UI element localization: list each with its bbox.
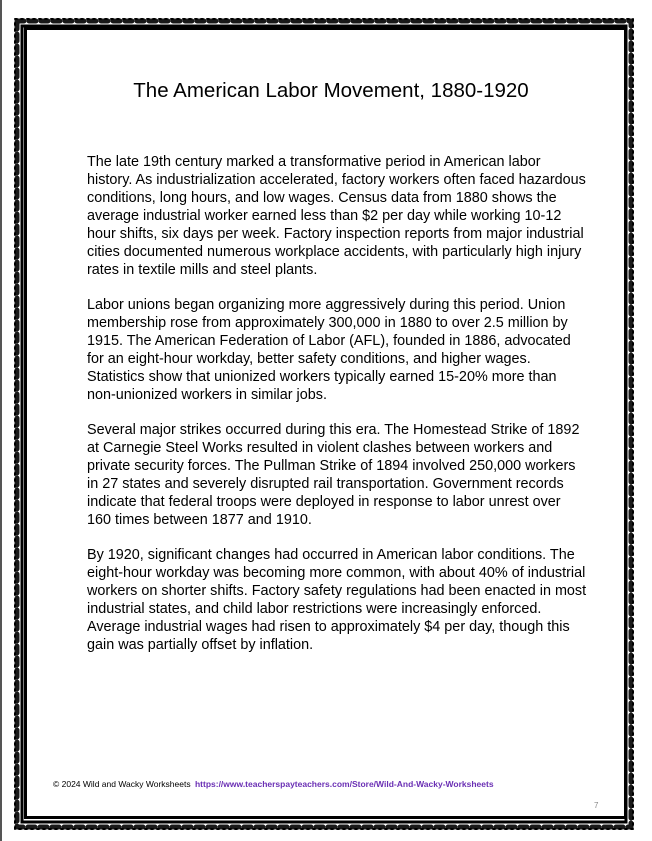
page-edge-line — [0, 0, 2, 841]
page-number: 7 — [594, 801, 599, 810]
document-body — [87, 153, 587, 671]
footer-store-link[interactable]: https://www.teacherspayteachers.com/Store/Wild-And-Wacky-Worksheets — [194, 779, 494, 789]
document-title: The American Labor Movement, 1880-1920 — [133, 79, 529, 102]
paragraph-3: Several major strikes occurred during this era. The Homestead Strike of 1892 at Carnegie Steel Works resulted in violent clashes between workers and private security forces. The Pullman Strike of 1894 involved 250,000 workers in 27 states and severely disrupted rail transportation. Government records indicate that federal troops were deployed in response to labor unrest over 160 times between 1877 and 1910. — [87, 422, 580, 528]
footer — [53, 778, 494, 790]
paragraph-1: The late 19th century marked a transformative period in American labor history. As industrialization accelerated, factory workers often faced hazardous conditions, long hours, and low wages. Census data from 1880 shows the average industrial worker earned less than $2 per day while working 10-12 hour shifts, six days per week. Factory inspection reports from major industrial cities documented numerous workplace accidents, with particularly high injury rates in textile mills and steel plants. — [87, 154, 586, 278]
paragraph-2: Labor unions began organizing more aggressively during this period. Union membership rose from approximately 300,000 in 1880 to over 2.5 million by 1915. The American Federation of Labor (AFL), founded in 1886, advocated for an eight-hour workday, better safety conditions, and higher wages. Statistics show that unionized workers typically earned 15-20% more than non-unionized workers in similar jobs. — [87, 297, 571, 403]
footer-copyright: © 2024 Wild and Wacky Worksheets — [53, 779, 191, 789]
paragraph-4: By 1920, significant changes had occurred in American labor conditions. The eight-hour workday was becoming more common, with about 40% of industrial workers on shorter shifts. Factory safety regulations had been enacted in most industrial states, and child labor restrictions were increasingly enforced. Average industrial wages had risen to approximately $4 per day, though this gain was partially offset by inflation. — [87, 547, 587, 653]
